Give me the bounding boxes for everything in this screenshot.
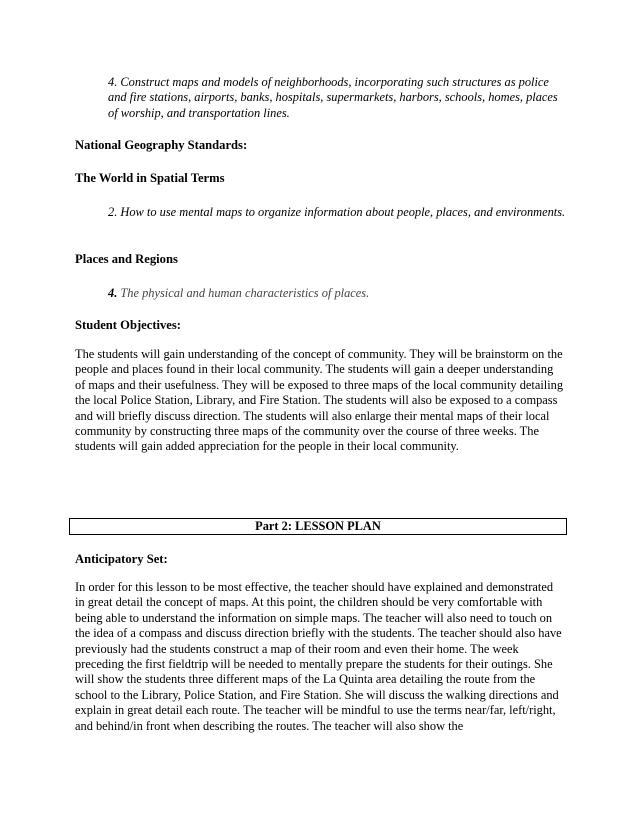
anticipatory-set-paragraph: In order for this lesson to be most effective, the teacher should have explained and demonstrated in great detail the concept of maps. At this point, the children should be very comfortable with being able to understand the information on simple maps. The teacher will also need to touch on the idea of a compass and discuss direction briefly with the students. The teacher should also have previously had the students construct a map of their room and even their home. The week preceding the first fieldtrip will be needed to mentally prepare the students for their outings. She will show the students three different maps of the La Quinta area detailing the route from the school to the Library, Police Station, and Fire Station. She will discuss the walking directions and explain in great detail each route. The teacher will be mindful to use the terms near/far, left/right, and behind/in front when describing the routes. The teacher will also show the bbox=[75, 580, 562, 733]
places-and-regions-heading: Places and Regions bbox=[75, 252, 178, 266]
places-item-text: The physical and human characteristics of places. bbox=[117, 286, 370, 300]
lesson-plan-section-header: Part 2: LESSON PLAN bbox=[69, 518, 567, 535]
standard-item-4: 4. Construct maps and models of neighborhoods, incorporating such structures as police and fire stations, airports, banks, hospitals, supermarkets, harbors, schools, homes, places of worship, and transportation lines. bbox=[108, 75, 558, 120]
world-item-2: 2. How to use mental maps to organize information about people, places, and environments. bbox=[108, 205, 566, 219]
world-in-spatial-terms-heading: The World in Spatial Terms bbox=[75, 171, 225, 185]
student-objectives-heading: Student Objectives: bbox=[75, 318, 181, 332]
places-item-4 bbox=[108, 286, 568, 301]
places-item-number: 4. bbox=[108, 286, 118, 300]
anticipatory-set-heading: Anticipatory Set: bbox=[75, 552, 168, 566]
student-objectives-paragraph: The students will gain understanding of the concept of community. They will be brainstorm on the people and places found in their local community. The students will gain a deeper understanding of maps and their usefulness. They will be exposed to three maps of the local community detailing the local Police Station, Library, and Fire Station. The students will also be exposed to a compass and will briefly discuss direction. The students will also enlarge their mental maps of their local community by constructing three maps of the community over the course of three weeks. The students will gain added appreciation for the people in their local community. bbox=[75, 347, 564, 454]
national-geography-standards-heading: National Geography Standards: bbox=[75, 138, 248, 152]
